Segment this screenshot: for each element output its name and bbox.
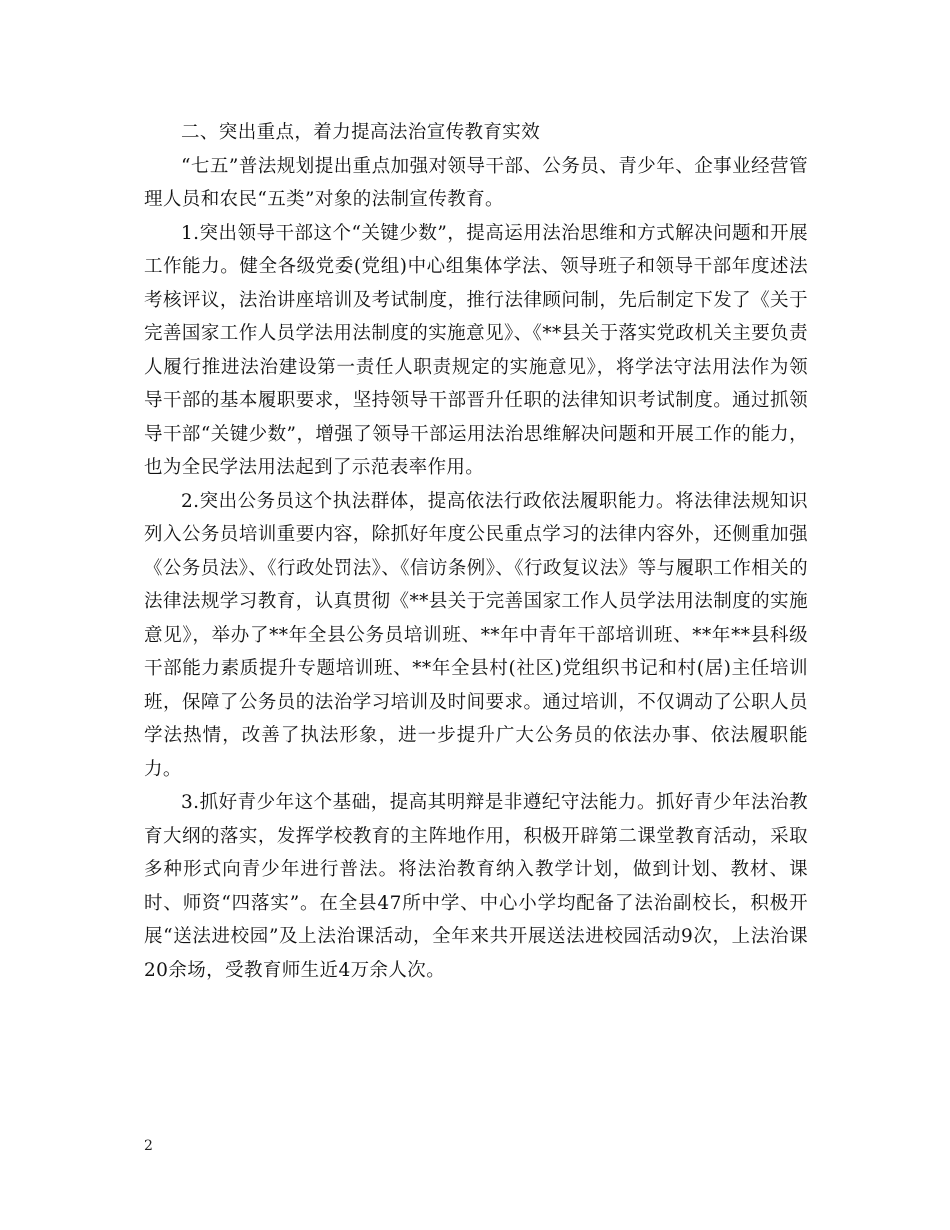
paragraph-youth: 3.抓好青少年这个基础，提高其明辩是非遵纪守法能力。抓好青少年法治教育大纲的落实，发挥学校教育的主阵地作用，积极开辟第二课堂教育活动，采取多种形式向青少年进行普法。将法治教育纳入教学计划，做到计划、教材、课时、师资“四落实”。在全县47所中学、中心小学均配备了法治副校长，积极开展“送法进校园”及上法治课活动，全年来共开展送法进校园活动9次，上法治课20余场，受教育师生近4万余人次。 — [144, 792, 808, 981]
document-body — [144, 116, 808, 987]
paragraph-leading-cadres: 1.突出领导干部这个“关键少数”，提高运用法治思维和方式解决问题和开展工作能力。健全各级党委(党组)中心组集体学法、领导班子和领导干部年度述法考核评议，法治讲座培训及考试制度，推行法律顾问制，先后制定下发了《关于完善国家工作人员学法用法制度的实施意见》、《**县关于落实党政机关主要负责人履行推进法治建设第一责任人职责规定的实施意见》，将学法守法用法作为领导干部的基本履职要求，坚持领导干部晋升任职的法律知识考试制度。通过抓领导干部“关键少数”，增强了领导干部运用法治思维解决问题和开展工作的能力，也为全民学法用法起到了示范表率作用。 — [144, 222, 808, 478]
page-number: 2 — [144, 1138, 153, 1154]
paragraph-civil-servants: 2.突出公务员这个执法群体，提高依法行政依法履职能力。将法律法规知识列入公务员培训重要内容，除抓好年度公民重点学习的法律内容外，还侧重加强《公务员法》、《行政处罚法》、《信访条例》、《行政复议法》等与履职工作相关的法律法规学习教育，认真贯彻《**县关于完善国家工作人员学法用法制度的实施意见》，举办了**年全县公务员培训班、**年中青年干部培训班、**年**县科级干部能力素质提升专题培训班、**年全县村(社区)党组织书记和村(居)主任培训班，保障了公务员的法治学习培训及时间要求。通过培训，不仅调动了公职人员学法热情，改善了执法形象，进一步提升广大公务员的依法办事、依法履职能力。 — [144, 490, 808, 780]
section-heading: 二、突出重点，着力提高法治宣传教育实效 — [181, 122, 541, 143]
paragraph-intro: “七五”普法规划提出重点加强对领导干部、公务员、青少年、企事业经营管理人员和农民“五类”对象的法制宣传教育。 — [144, 155, 808, 210]
